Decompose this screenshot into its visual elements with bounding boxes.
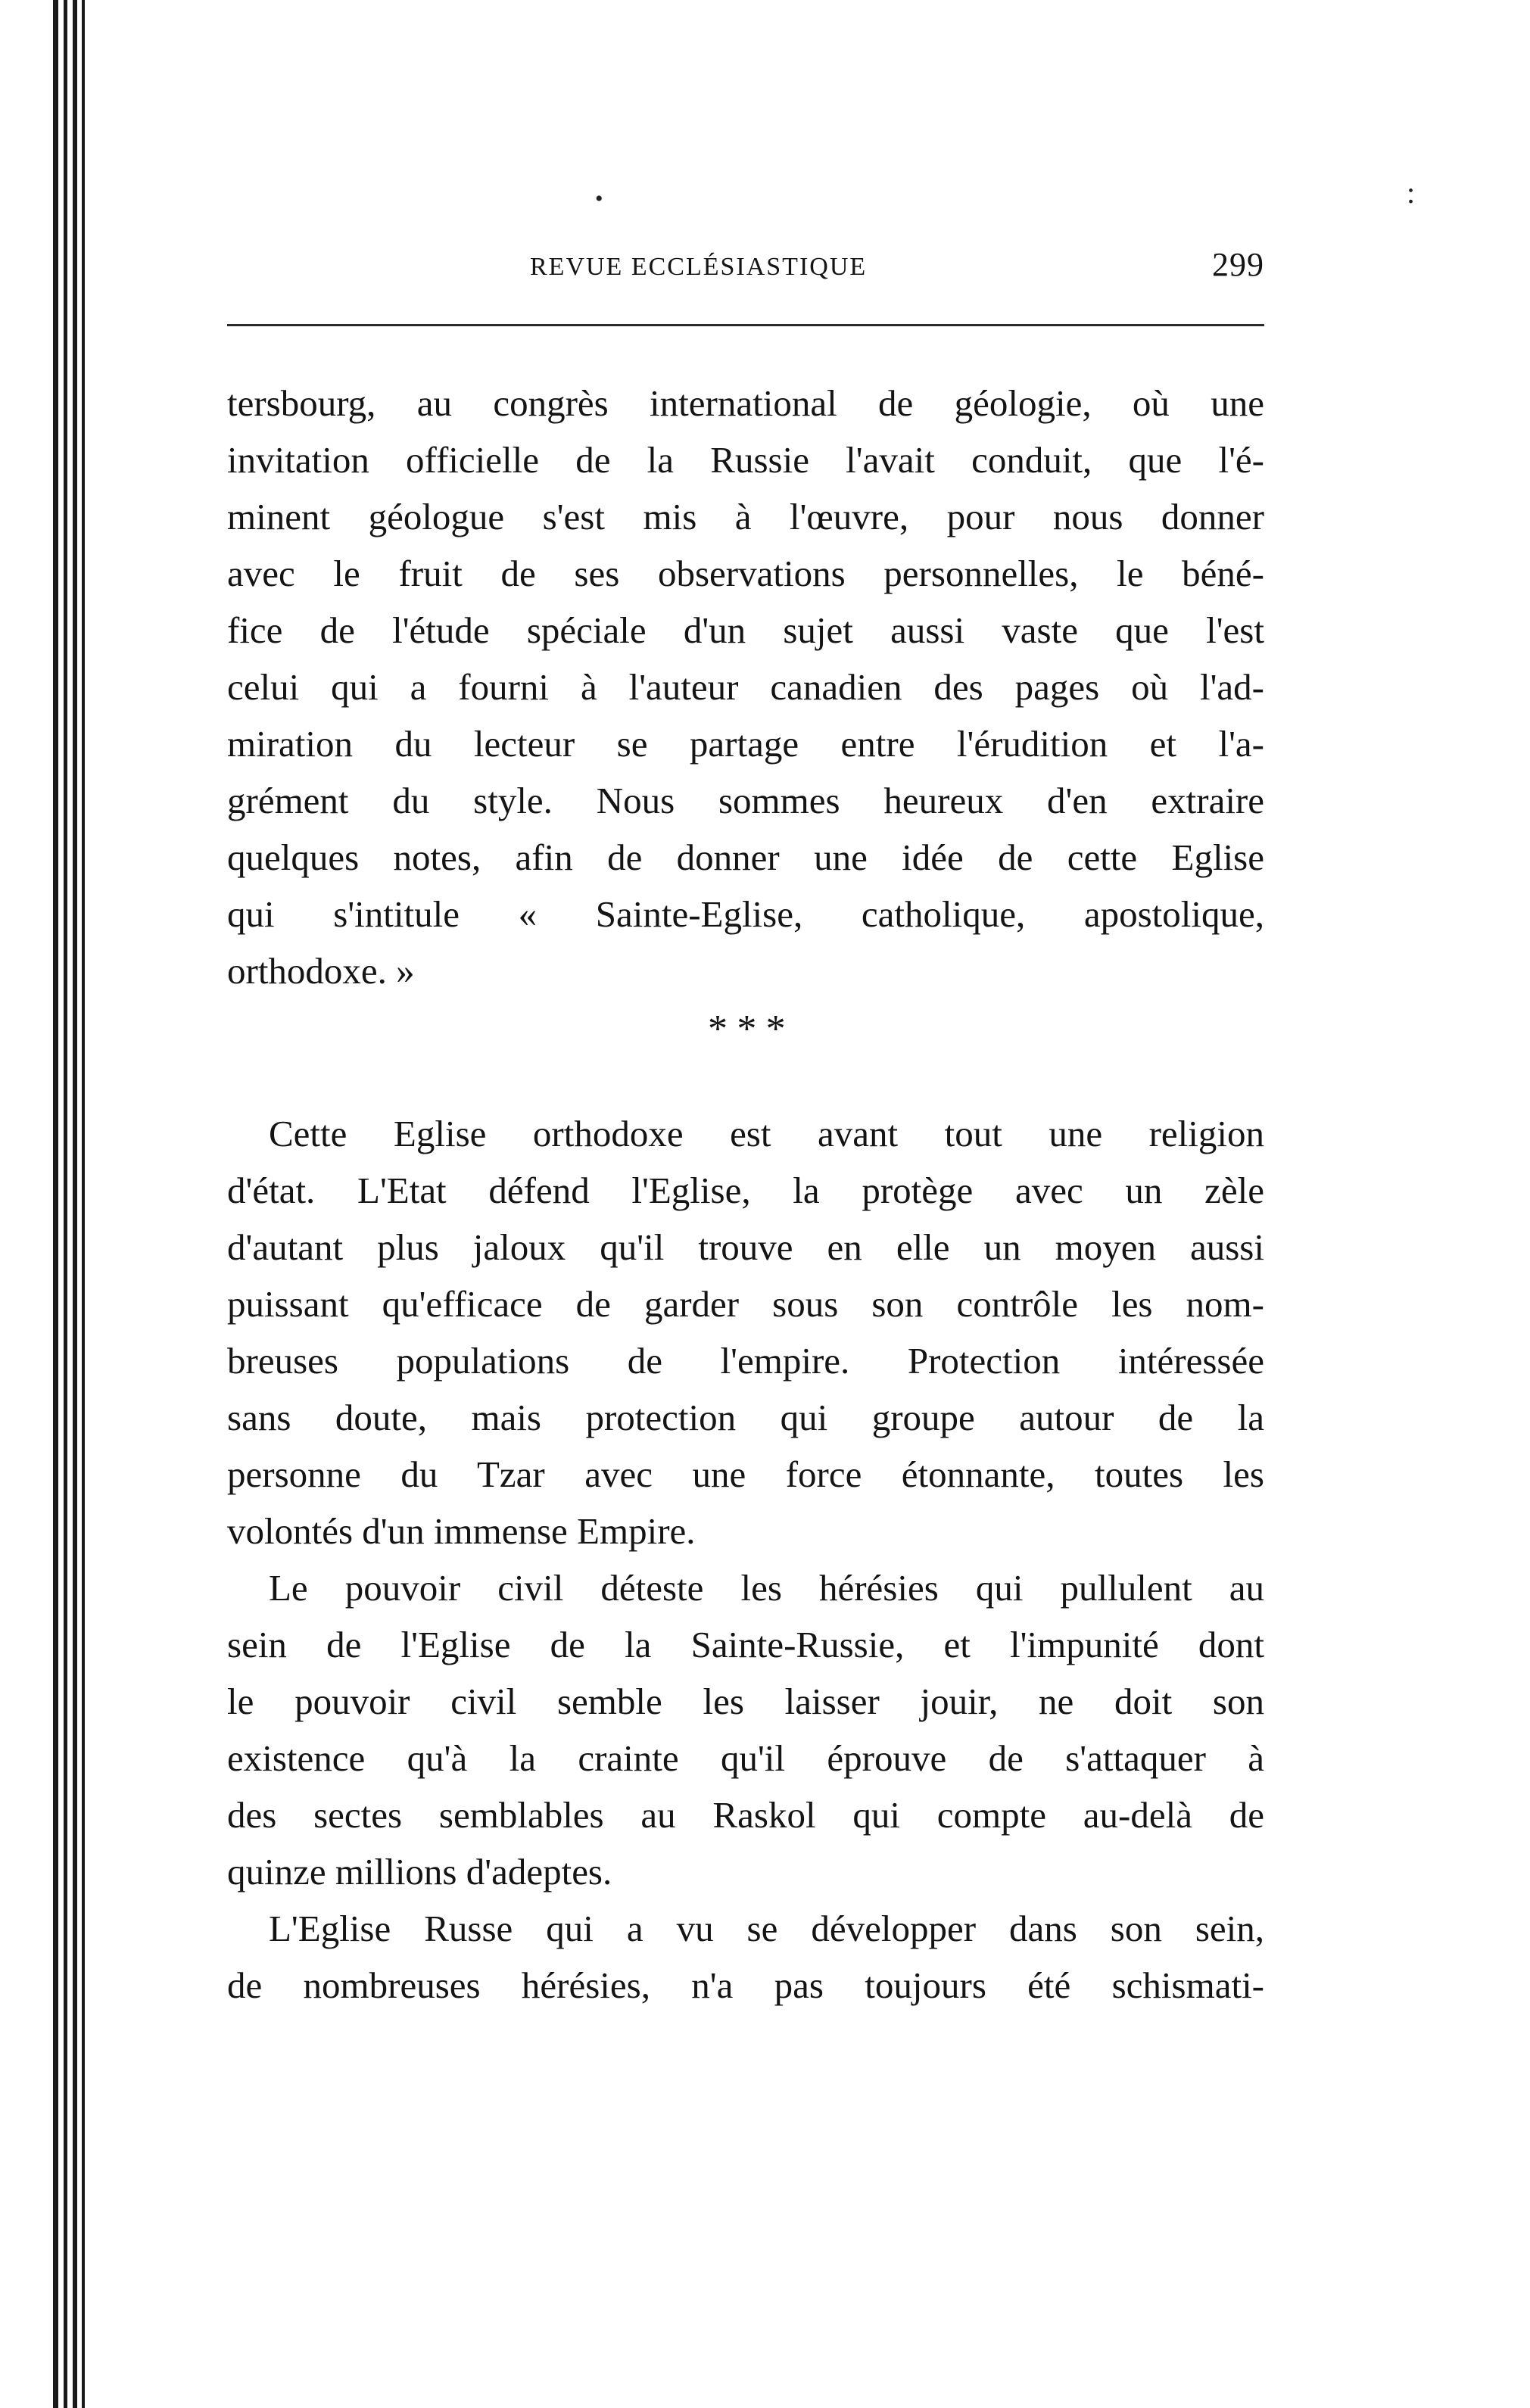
text-line: de nombreuses hérésies, n'a pas toujours été schismati- <box>227 1964 1264 2006</box>
body-text <box>227 375 1264 2014</box>
text-line: volontés d'un immense Empire. <box>227 1510 696 1552</box>
print-speck: • <box>595 186 603 211</box>
text-line: sein de l'Eglise de la Sainte-Russie, et l'impunité dont <box>227 1624 1264 1665</box>
paragraph <box>227 1105 1264 1559</box>
page-header <box>227 245 1264 291</box>
text-line: quinze millions d'adeptes. <box>227 1851 612 1892</box>
asterism-separator <box>227 999 1264 1105</box>
text-line: le pouvoir civil semble les laisser jouir, ne doit son <box>227 1681 1264 1722</box>
text-line: d'autant plus jaloux qu'il trouve en elle un moyen aussi <box>227 1226 1264 1268</box>
paragraph <box>227 1559 1264 1900</box>
text-line: quelques notes, afin de donner une idée de cette Eglise <box>227 836 1264 878</box>
text-line: grément du style. Nous sommes heureux d'en extraire <box>227 780 1264 821</box>
text-line: tersbourg, au congrès international de géologie, où une <box>227 382 1264 424</box>
page-binding-edge <box>82 0 85 2408</box>
text-line: miration du lecteur se partage entre l'érudition et l'a- <box>227 723 1264 765</box>
text-line: sans doute, mais protection qui groupe autour de la <box>227 1397 1264 1438</box>
asterism: * * * <box>708 1008 789 1051</box>
page-number: 299 <box>1212 246 1264 283</box>
page-binding-edge <box>73 0 77 2408</box>
text-line: existence qu'à la crainte qu'il éprouve de s'attaquer à <box>227 1737 1264 1779</box>
text-line: Cette Eglise orthodoxe est avant tout une religion <box>269 1113 1264 1154</box>
text-line: orthodoxe. » <box>227 950 415 992</box>
header-rule <box>227 324 1264 326</box>
text-line: puissant qu'efficace de garder sous son contrôle les nom- <box>227 1283 1264 1325</box>
running-title: REVUE ECCLÉSIASTIQUE <box>530 253 868 281</box>
text-line: d'état. L'Etat défend l'Eglise, la protège avec un zèle <box>227 1170 1264 1211</box>
page-binding-edge <box>53 0 58 2408</box>
text-line: avec le fruit de ses observations personnelles, le béné- <box>227 553 1264 594</box>
text-line: minent géologue s'est mis à l'œuvre, pour nous donner <box>227 496 1264 537</box>
text-line: personne du Tzar avec une force étonnante, toutes les <box>227 1453 1264 1495</box>
paragraph <box>227 1900 1264 2014</box>
text-line: L'Eglise Russe qui a vu se développer dans son sein, <box>269 1908 1264 1949</box>
print-speck: : <box>1407 176 1416 210</box>
text-line: breuses populations de l'empire. Protection intéressée <box>227 1340 1264 1382</box>
text-line: qui s'intitule « Sainte-Eglise, catholique, apostolique, <box>227 893 1264 935</box>
text-line: Le pouvoir civil déteste les hérésies qui pullulent au <box>269 1567 1264 1609</box>
text-line: invitation officielle de la Russie l'avait conduit, que l'é- <box>227 439 1264 481</box>
text-line: celui qui a fourni à l'auteur canadien des pages où l'ad- <box>227 666 1264 708</box>
text-line: fice de l'étude spéciale d'un sujet aussi vaste que l'est <box>227 609 1264 651</box>
paragraph <box>227 375 1264 999</box>
page-binding-edge <box>64 0 67 2408</box>
text-line: des sectes semblables au Raskol qui compte au-delà de <box>227 1794 1264 1836</box>
